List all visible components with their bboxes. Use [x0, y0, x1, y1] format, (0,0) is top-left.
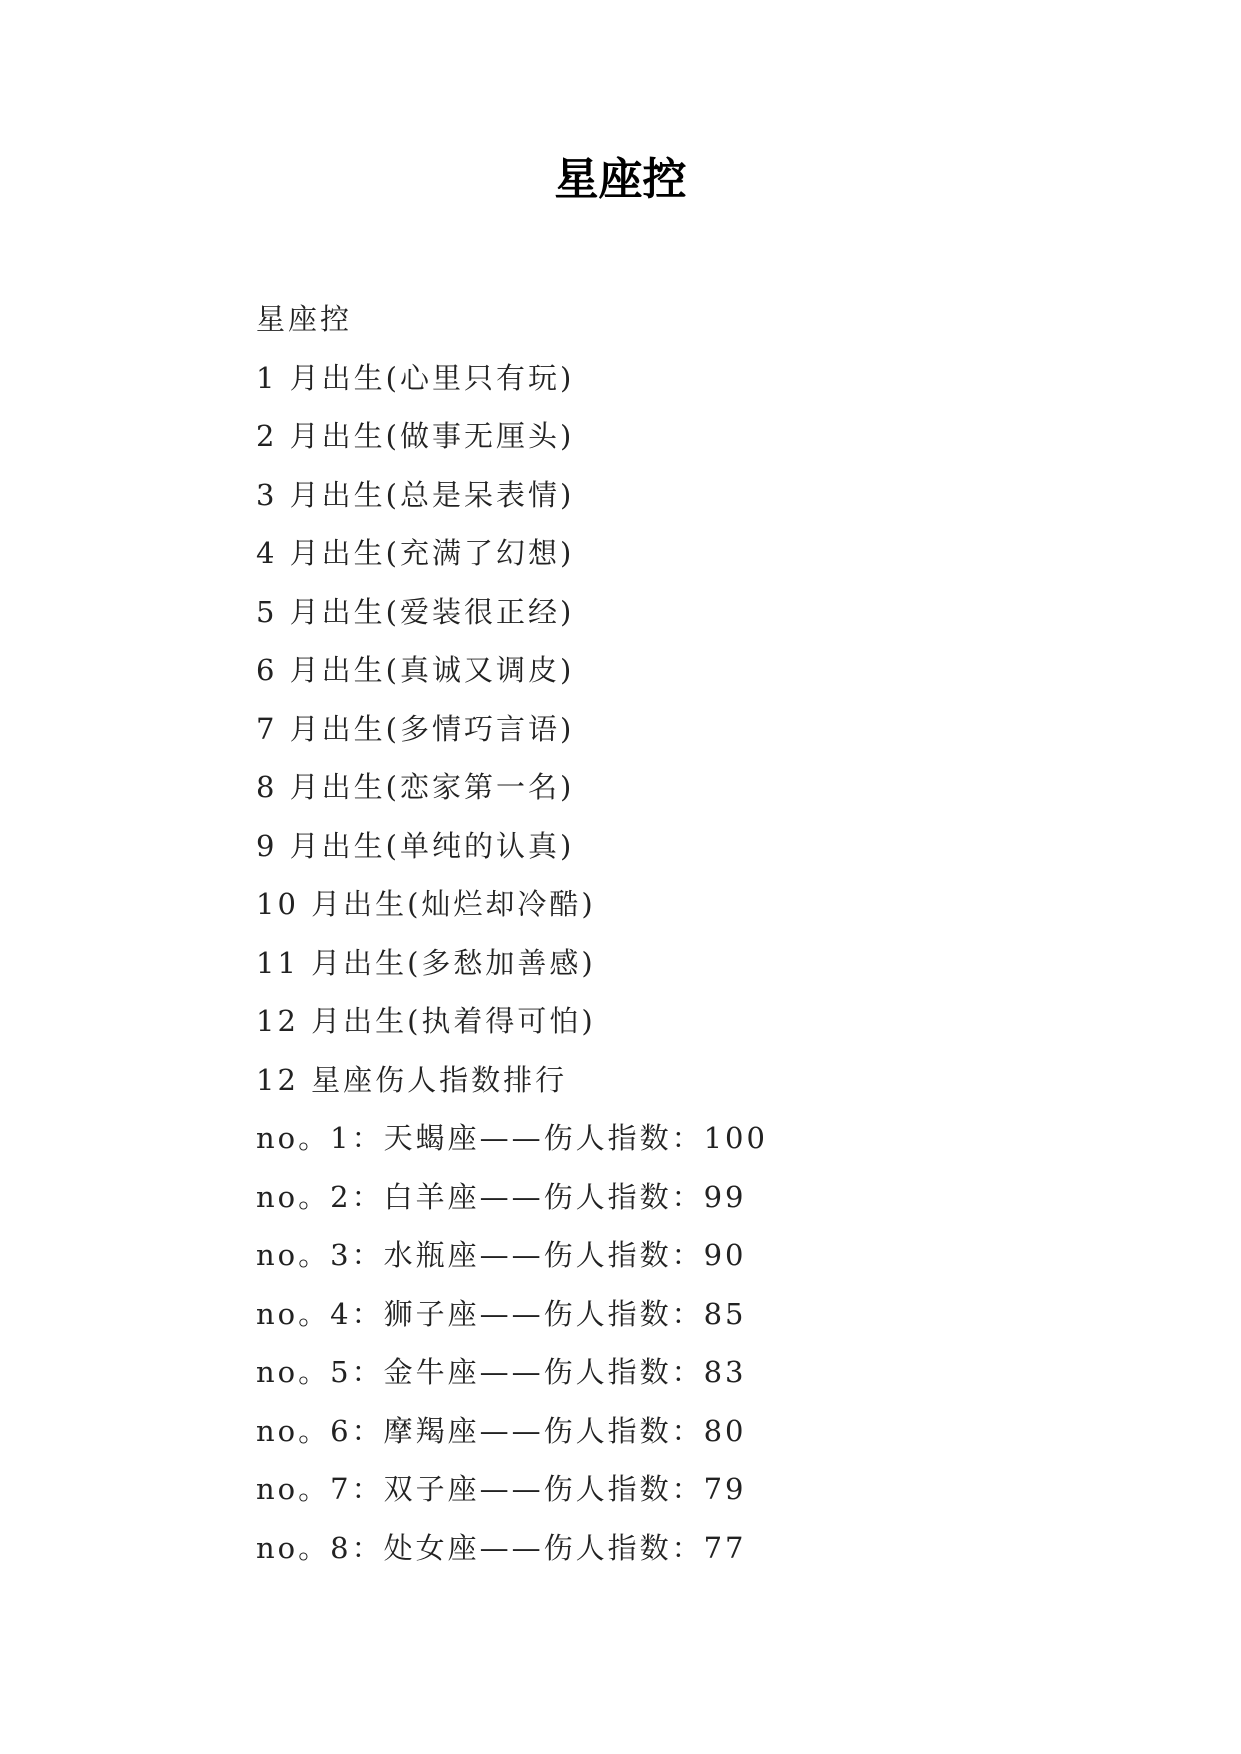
paragraph-subtitle: 星座控 [256, 302, 353, 336]
ranking-item-6: no。6：摩羯座——伤人指数：80 [256, 1413, 747, 1448]
ranking-item-1: no。1：天蝎座——伤人指数：100 [256, 1121, 768, 1155]
paragraph-month-1: 1 月出生(心里只有玩) [256, 360, 575, 395]
document-title: 星座控 [554, 154, 687, 205]
paragraph-month-4: 4 月出生(充满了幻想) [256, 536, 575, 570]
paragraph-month-3: 3 月出生(总是呆表情) [256, 477, 575, 512]
paragraph-month-11: 11 月出生(多愁加善感) [256, 945, 596, 980]
paragraph-ranking-heading: 12 星座伤人指数排行 [256, 1062, 568, 1097]
ranking-item-2: no。2：白羊座——伤人指数：99 [256, 1179, 747, 1214]
paragraph-month-8: 8 月出生(恋家第一名) [256, 770, 575, 804]
ranking-item-4: no。4：狮子座——伤人指数：85 [256, 1296, 747, 1331]
ranking-item-7: no。7：双子座——伤人指数：79 [256, 1472, 747, 1506]
paragraph-month-10: 10 月出生(灿烂却冷酷) [256, 887, 596, 921]
paragraph-month-5: 5 月出生(爱装很正经) [256, 594, 575, 629]
paragraph-month-12: 12 月出生(执着得可怕) [256, 1004, 596, 1038]
ranking-item-3: no。3：水瓶座——伤人指数：90 [256, 1238, 747, 1272]
paragraph-month-2: 2 月出生(做事无厘头) [256, 419, 575, 453]
ranking-item-8: no。8：处女座——伤人指数：77 [256, 1530, 747, 1565]
paragraph-month-9: 9 月出生(单纯的认真) [256, 828, 575, 863]
paragraph-month-7: 7 月出生(多情巧言语) [256, 711, 575, 746]
document-body [256, 290, 1156, 1577]
paragraph-month-6: 6 月出生(真诚又调皮) [256, 653, 575, 687]
ranking-item-5: no。5：金牛座——伤人指数：83 [256, 1355, 747, 1389]
